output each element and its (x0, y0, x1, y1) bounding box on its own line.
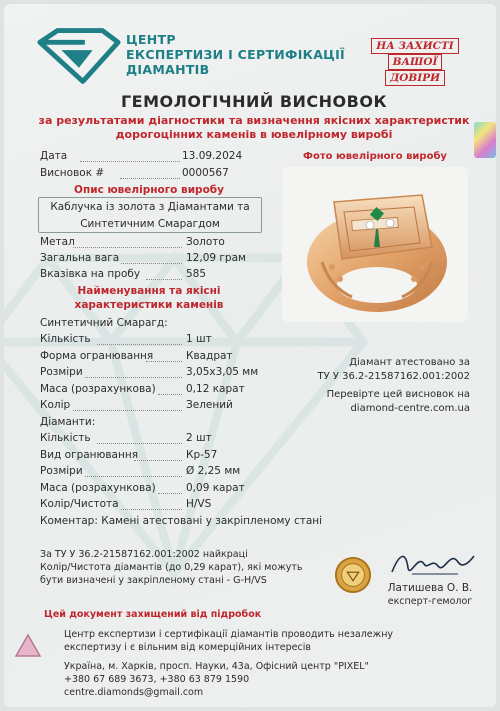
emerald-label: Розміри (40, 366, 83, 378)
comment-value: Камені атестовані у закріпленому стані (101, 515, 323, 527)
standard-note-line2: ТУ У 36.2-21587162.001:2002 (317, 371, 470, 382)
verify-note (280, 388, 470, 416)
contact-line1: Центр експертизи і сертифікації діамантів проводить незалежну (64, 629, 394, 640)
document-title: ГЕМОЛОГІЧНИЙ ВИСНОВОК (120, 92, 388, 111)
diamonds-title: Діаманти: (40, 416, 96, 428)
metal-leader-dots (121, 262, 182, 264)
footnote-line3: бути визначені у закріпленому стані - G-H/VS (40, 575, 267, 586)
document-subtitle (34, 114, 474, 142)
diamond-value: 2 шт (186, 432, 212, 444)
trust-stamp-line3: ДОВІРИ (385, 70, 445, 86)
contact-email[interactable]: centre.diamonds@gmail.com (64, 687, 204, 698)
contact-phones: +380 67 689 3673, +380 63 879 1590 (64, 674, 250, 685)
diamond-leader-dots (121, 508, 182, 510)
item-desc-line1: Каблучка із золота з Діамантами та (50, 201, 250, 213)
stones-title-line1: Найменування та якісні (77, 285, 221, 297)
contact-line2: експертизу і є вільним від комерційних інтересів (64, 642, 311, 653)
footnote-line2: Колір/Чистота діамантів (до 0,29 карат), які можуть (40, 562, 303, 573)
standard-note-line1: Діамант атестовано за (349, 357, 470, 368)
org-name-line2: ЕКСПЕРТИЗИ І СЕРТИФІКАЦІЇ (126, 47, 345, 62)
org-name-line1: ЦЕНТР (126, 32, 176, 47)
gold-seal-icon (334, 556, 372, 594)
trust-stamp-line2: ВАШОЇ (388, 54, 443, 70)
metal-leader-dots (73, 246, 183, 248)
footnote (40, 548, 330, 587)
contact-block (64, 628, 464, 699)
metal-value: 12,09 грам (186, 252, 246, 264)
certificate-card (4, 4, 496, 707)
diamond-label: Маса (розрахункова) (40, 481, 156, 494)
comment-row (40, 515, 322, 527)
metal-label: Вказівка на пробу (40, 268, 141, 280)
trust-stamp (370, 38, 460, 86)
subtitle-line2: дорогоцінних каменів в ювелірному виробі (115, 128, 393, 141)
emerald-title: Синтетичний Смарагд: (40, 317, 168, 329)
emerald-leader-dots (158, 393, 182, 395)
org-name-line3: ДІАМАНТІВ (126, 62, 210, 77)
ring-photo (282, 167, 468, 322)
photo-caption: Фото ювелірного виробу (303, 151, 447, 162)
stones-title-line2: характеристики каменів (74, 299, 224, 311)
anti-forgery-note: Цей документ захищений від підробок (44, 609, 262, 620)
number-label: Висновок # (40, 167, 105, 179)
emerald-label: Колір (40, 399, 71, 411)
diamond-value: Кр-57 (186, 448, 218, 461)
expert-name: Латишева О. В. (387, 582, 473, 594)
signature-icon (388, 544, 478, 580)
expert-role: експерт-гемолог (387, 596, 473, 607)
emerald-leader-dots (85, 376, 182, 378)
metal-value: 585 (186, 268, 207, 280)
emerald-leader-dots (73, 409, 183, 411)
hologram-triangle-icon (14, 632, 42, 660)
diamond-logo-icon (34, 28, 122, 84)
item-desc-box (38, 197, 262, 233)
item-desc-title: Опис ювелірного виробу (74, 184, 224, 196)
emerald-value: 3,05х3,05 мм (186, 366, 259, 378)
stones-title (38, 284, 260, 312)
diamond-leader-dots (134, 459, 183, 461)
comment-label: Коментар: (40, 515, 98, 527)
emerald-label: Кількість (40, 333, 91, 345)
subtitle-line1: за результатами діагностики та визначення якісних характеристик (38, 114, 470, 127)
diamond-label: Вид огранювання (40, 448, 139, 461)
diamond-leader-dots (85, 475, 182, 477)
hologram-sticker (474, 122, 496, 158)
diamond-value: Ø 2,25 мм (186, 465, 241, 477)
emerald-value: 0,12 карат (186, 382, 245, 395)
diamond-leader-dots (97, 442, 182, 444)
diamond-label: Розміри (40, 465, 83, 477)
emerald-label: Маса (розрахункова) (40, 382, 156, 395)
metal-value: Золото (186, 236, 225, 248)
diamond-leader-dots (158, 492, 182, 494)
ring-image (282, 167, 468, 322)
verify-note-line1: Перевірте цей висновок на (326, 389, 470, 400)
date-label: Дата (40, 150, 68, 162)
item-desc-line2: Синтетичним Смарагдом (80, 218, 220, 230)
metal-label: Метал (40, 236, 75, 248)
diamond-label: Кількість (40, 432, 91, 444)
emerald-label: Форма огранювання (40, 349, 154, 362)
trust-stamp-line1: НА ЗАХИСТІ (371, 38, 458, 54)
emerald-leader-dots (146, 360, 182, 362)
verify-note-link[interactable]: diamond-centre.com.ua (350, 403, 470, 414)
metal-leader-dots (146, 278, 182, 280)
emerald-value: 1 шт (186, 333, 212, 345)
number-value: 0000567 (182, 167, 229, 179)
date-value: 13.09.2024 (182, 150, 243, 162)
diamond-label: Колір/Чистота (40, 498, 119, 510)
standard-note (280, 356, 470, 384)
emerald-value: Квадрат (186, 349, 233, 362)
footnote-line1: За ТУ У 36.2-21587162.001:2002 найкраці (40, 549, 248, 560)
diamond-value: 0,09 карат (186, 481, 245, 494)
metal-label: Загальна вага (40, 252, 120, 264)
emerald-value: Зелений (186, 399, 233, 411)
emerald-leader-dots (97, 343, 182, 345)
contact-address: Україна, м. Харків, просп. Науки, 43а, Офісний центр "PIXEL" (64, 661, 369, 672)
diamond-value: H/VS (186, 498, 212, 510)
